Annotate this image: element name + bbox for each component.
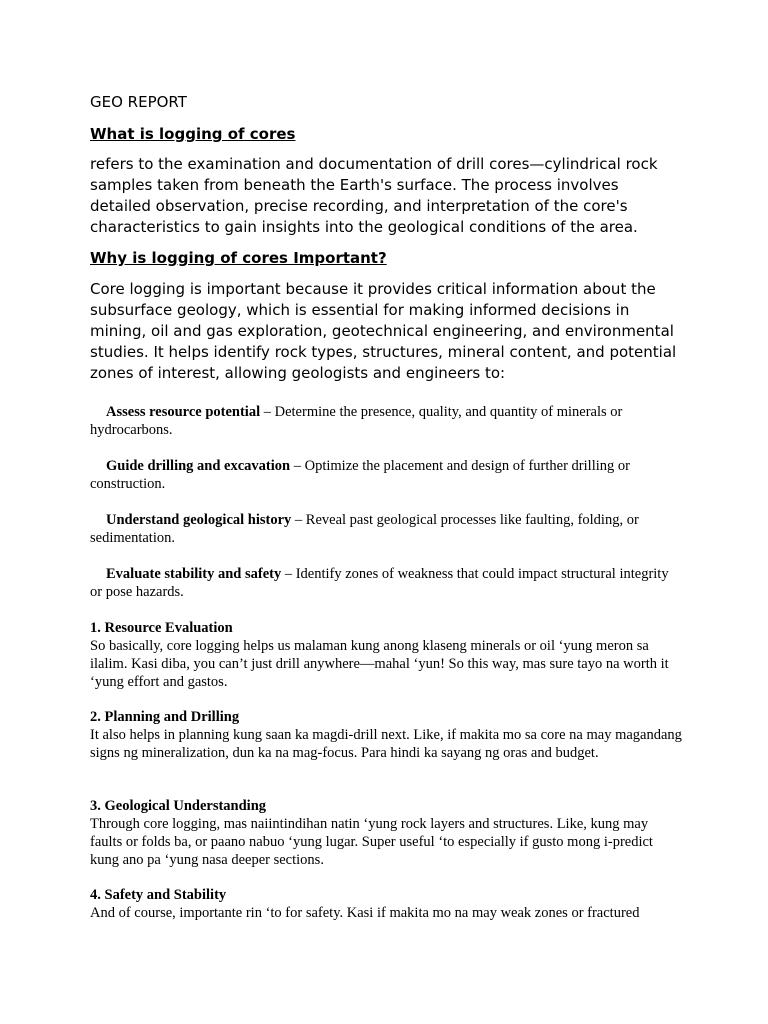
bullet-term: Understand geological history bbox=[106, 512, 292, 528]
section-title: 3. Geological Understanding bbox=[90, 798, 267, 814]
section-text: So basically, core logging helps us malaman kung anong klaseng minerals or oil ‘yung meron sa ilalim. Kasi diba, you can’t just drill anywhere—mahal ‘yun! So this way, mas sure tayo na worth it ‘yung effort and gastos. bbox=[90, 638, 669, 690]
bullet-term: Evaluate stability and safety bbox=[106, 566, 282, 582]
section-geological-understanding bbox=[90, 797, 682, 869]
bullet-text: – Reveal past geological processes like faulting, folding, or sedimentation. bbox=[90, 512, 639, 546]
bullet-text: – Determine the presence, quality, and quantity of minerals or hydrocarbons. bbox=[90, 404, 623, 438]
section-title: 2. Planning and Drilling bbox=[90, 709, 240, 725]
bullet-text: – Optimize the placement and design of further drilling or construction. bbox=[90, 458, 630, 492]
bullet-term: Guide drilling and excavation bbox=[106, 458, 291, 474]
section-title: 1. Resource Evaluation bbox=[90, 620, 233, 636]
bullet-term: Assess resource potential bbox=[106, 404, 261, 420]
section-resource-evaluation bbox=[90, 619, 682, 691]
section-text: Through core logging, mas naiintindihan natin ‘yung rock layers and structures. Like, kung may faults or folds ba, or paano nabuo ‘yung lugar. Super useful ‘to especially if gusto mong i-predict kung ano pa ‘yung nasa deeper sections. bbox=[90, 816, 653, 868]
heading-what-is-logging: What is logging of cores bbox=[90, 125, 296, 143]
section-text: It also helps in planning kung saan ka magdi-drill next. Like, if makita mo sa core na may magandang signs ng mineralization, dun ka na mag-focus. Para hindi ka sayang ng oras and budget. bbox=[90, 727, 682, 761]
section-text: And of course, importante rin ‘to for safety. Kasi if makita mo na may weak zones or fractured bbox=[90, 905, 640, 921]
section-title: 4. Safety and Stability bbox=[90, 887, 227, 903]
bullet-item bbox=[90, 403, 682, 439]
bullet-item bbox=[90, 511, 682, 547]
section-planning-drilling bbox=[90, 708, 682, 762]
heading-why-important: Why is logging of cores Important? bbox=[90, 249, 387, 267]
bullet-item bbox=[90, 565, 682, 601]
bullet-text: – Identify zones of weakness that could impact structural integrity or pose hazards. bbox=[90, 566, 669, 600]
document-label: GEO REPORT bbox=[90, 93, 187, 111]
bullet-item bbox=[90, 457, 682, 493]
paragraph-definition: refers to the examination and documentation of drill cores—cylindrical rock samples taken from beneath the Earth's surface. The process involves detailed observation, precise recording, and interpretation of the core's characteristics to gain insights into the geological conditions of the area. bbox=[90, 155, 658, 236]
section-safety-stability bbox=[90, 886, 682, 922]
paragraph-importance: Core logging is important because it provides critical information about the subsurface geology, which is essential for making informed decisions in mining, oil and gas exploration, geotechnical engineering, and environmental studies. It helps identify rock types, structures, mineral content, and potential zones of interest, allowing geologists and engineers to: bbox=[90, 280, 677, 382]
